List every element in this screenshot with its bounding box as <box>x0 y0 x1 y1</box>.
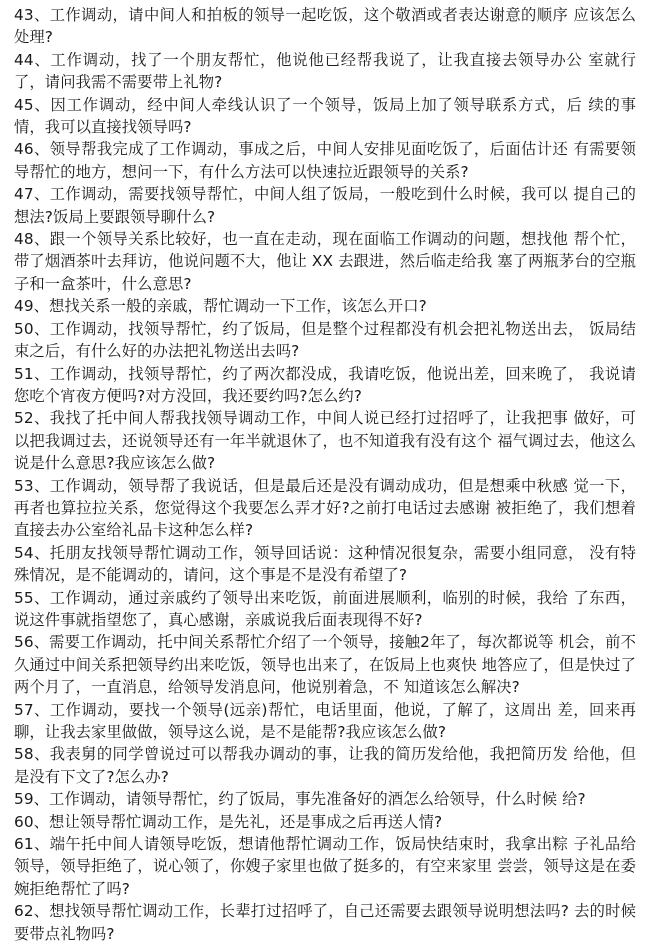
question-item-58: 58、我表舅的同学曾说过可以帮我办调动的事，让我的简历发给他，我把简历发 给他，但是没有下文了?怎么办? <box>14 745 636 786</box>
question-item-43: 43、工作调动，请中间人和拍板的领导一起吃饭，这个敬酒或者表达谢意的顺序 应该怎么处理? <box>14 6 636 47</box>
question-item-57: 57、工作调动，要找一个领导(远亲)帮忙，电话里面，他说，了解了，这周出 差，回来再聊，让我去家里做做，领导这么说，是不是能帮?我应该怎么做? <box>14 700 636 741</box>
question-list <box>14 4 636 945</box>
question-item-56: 56、需要工作调动，托中间关系帮忙介绍了一个领导，接触2年了，每次都说等 机会，前不久通过中间关系把领导约出来吃饭，领导也出来了，在饭局上也爽快 地答应了，但是快过了两个月了，一直消息，给领导发消息问，他说别着急，不 知道该怎么解决? <box>14 633 636 697</box>
question-item-45: 45、因工作调动，经中间人牵线认识了一个领导，饭局上加了领导联系方式，后 续的事情，我可以直接找领导吗? <box>14 95 636 137</box>
question-item-46: 46、领导帮我完成了工作调动，事成之后，中间人安排见面吃饭了，后面估计还 有需要领导帮忙的地方，想问一下，有什么方法可以快速拉近跟领导的关系? <box>14 140 636 181</box>
question-item-52: 52、我找了托中间人帮我找领导调动工作，中间人说已经打过招呼了，让我把事 做好，可以把我调过去，还说领导还有一年半就退休了，也不知道我有没有这个 福气调过去，他这么说是什么意思?我应该怎么做? <box>14 409 636 473</box>
question-item-53: 53、工作调动，领导帮了我说话，但是最后还是没有调动成功，但是想乘中秋感 觉一下，再者也算拉拉关系，您觉得这个我要怎么弄才好?之前打电话过去感谢 被拒绝了，我们想着直接去办公室给礼品卡这种怎么样? <box>14 476 636 540</box>
question-item-50: 50、工作调动，找领导帮忙，约了饭局，但是整个过程都没有机会把礼物送出去， 饭局结束之后，有什么好的办法把礼物送出去吗? <box>14 319 636 361</box>
question-item-54: 54、托朋友找领导帮忙调动工作，领导回话说：这种情况很复杂，需要小组同意， 没有特殊情况，是不能调动的，请问，这个事是不是没有希望了? <box>14 543 636 585</box>
question-item-47: 47、工作调动，需要找领导帮忙，中间人组了饭局，一般吃到什么时候，我可以 提自己的想法?饭局上要跟领导聊什么? <box>14 185 636 226</box>
question-item-60: 60、想让领导帮忙调动工作，是先礼，还是事成之后再送人情? <box>14 812 443 831</box>
question-item-44: 44、工作调动，找了一个朋友帮忙，他说他已经帮我说了，让我直接去领导办公 室就行了，请问我需不需要带上礼物? <box>14 50 636 92</box>
question-item-55: 55、工作调动，通过亲戚约了领导出来吃饭，前面进展顺利，临别的时候，我给 了东西，说这件事就指望您了，真心感谢，亲戚说我后面表现得不好? <box>14 588 636 629</box>
question-item-49: 49、想找关系一般的亲戚，帮忙调动一下工作，该怎么开口? <box>14 297 427 316</box>
question-item-51: 51、工作调动，找领导帮忙，约了两次都没成，我请吃饭，他说出差，回来晚了， 我说请您吃个宵夜方便吗?对方没回，我还要约吗?怎么约? <box>14 364 636 405</box>
question-item-61: 61、端午托中间人请领导吃饭，想请他帮忙调动工作，饭局快结束时，我拿出粽 子礼品给领导，领导拒绝了，说心领了，你嫂子家里也做了挺多的，有空来家里 尝尝，领导这是在委婉拒绝帮忙了吗? <box>14 835 636 898</box>
question-item-59: 59、工作调动，请领导帮忙，约了饭局，事先准备好的酒怎么给领导，什么时候 给? <box>14 790 586 809</box>
question-item-48: 48、跟一个领导关系比较好，也一直在走动，现在面临工作调动的问题，想找他 帮个忙，带了烟酒茶叶去拜访，他说问题不大，他让 XX 去跟进，然后临走给我 塞了两瓶茅台的空瓶子和一盒茶叶，什么意思? <box>14 230 636 293</box>
question-item-62: 62、想找领导帮忙调动工作，长辈打过招呼了，自己还需要去跟领导说明想法吗? 去的时候要带点礼物吗? <box>14 902 636 943</box>
